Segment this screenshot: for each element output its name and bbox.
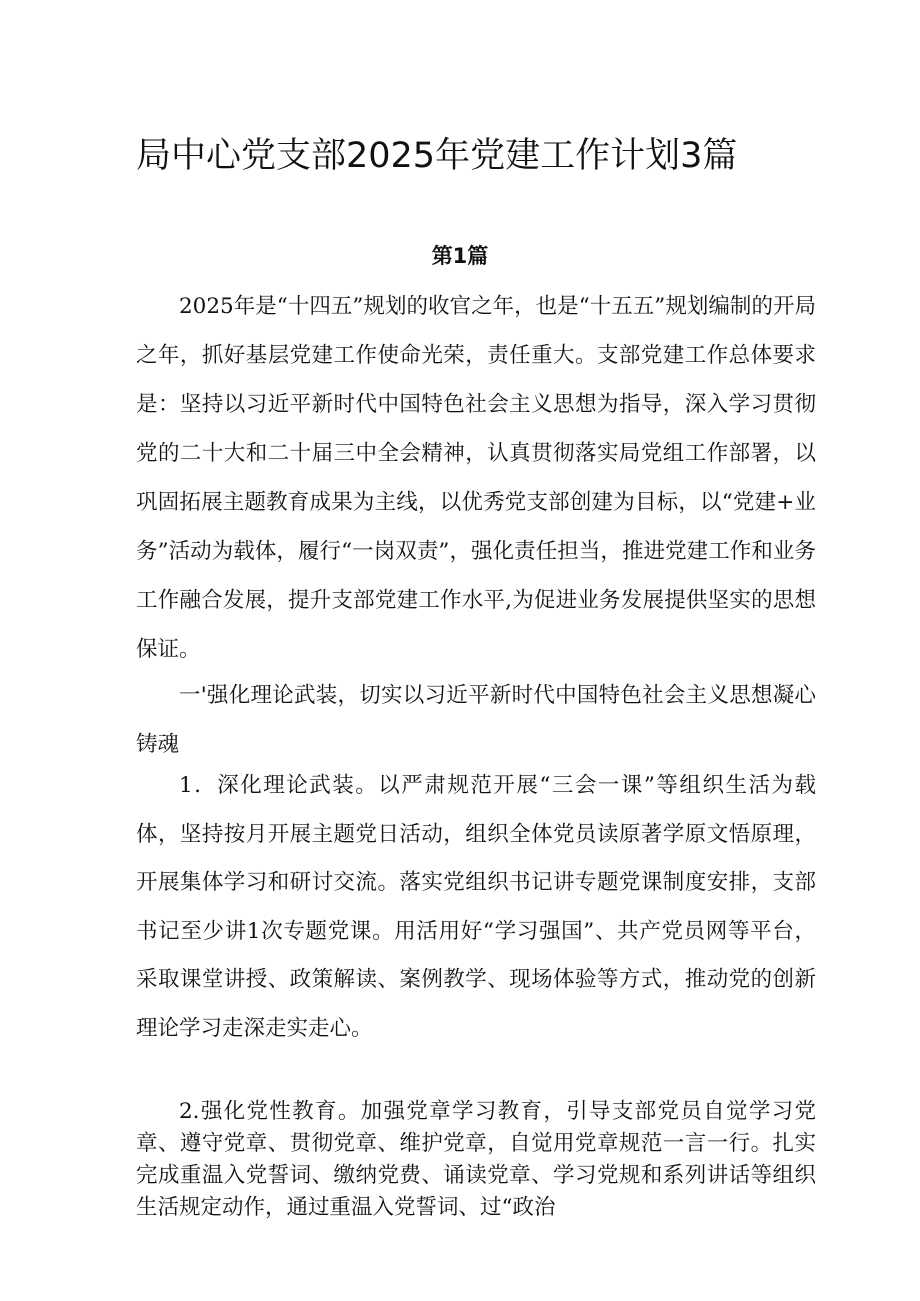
intro-paragraph: 2025年是“十四五”规划的收官之年，也是“十五五”规划编制的开局之年，抓好基层党建工作使命光荣，责任重大。支部党建工作总体要求是：坚持以习近平新时代中国特色社会主义思想为指导，深入学习贯彻党的二十大和二十届三中全会精神，认真贯彻落实局党组工作部署，以巩固拓展主题教育成果为主线，以优秀党支部创建为目标，以“党建+业务”活动为载体，履行“一岗双责”，强化责任担当，推进党建工作和业务工作融合发展，提升支部党建工作水平,为促进业务发展提供坚实的思想保证。 xyxy=(136,294,816,662)
item-one-paragraph: 1．深化理论武装。以严肃规范开展“三会一课”等组织生活为载体，坚持按月开展主题党日活动，组织全体党员读原著学原文悟原理，开展集体学习和研讨交流。落实党组织书记讲专题党课制度安排，支部书记至少讲1次专题党课。用活用好“学习强国”、共产党员网等平台，采取课堂讲授、政策解读、案例教学、现场体验等方式，推动党的创新理论学习走深走实走心。 xyxy=(136,773,816,1041)
document-title: 局中心党支部2025年党建工作计划3篇 xyxy=(136,136,738,176)
item-two-paragraph: 2.强化党性教育。加强党章学习教育，引导支部党员自觉学习党章、遵守党章、贯彻党章、维护党章，自觉用党章规范一言一行。扎实完成重温入党誓词、缴纳党费、诵读党章、学习党规和系列讲话等组织生活规定动作，通过重温入党誓词、过“政治 xyxy=(136,1099,816,1220)
chapter-heading: 第1篇 xyxy=(431,244,489,268)
section-one-heading: 一'强化理论武装，切实以习近平新时代中国特色社会主义思想凝心铸魂 xyxy=(136,683,816,757)
